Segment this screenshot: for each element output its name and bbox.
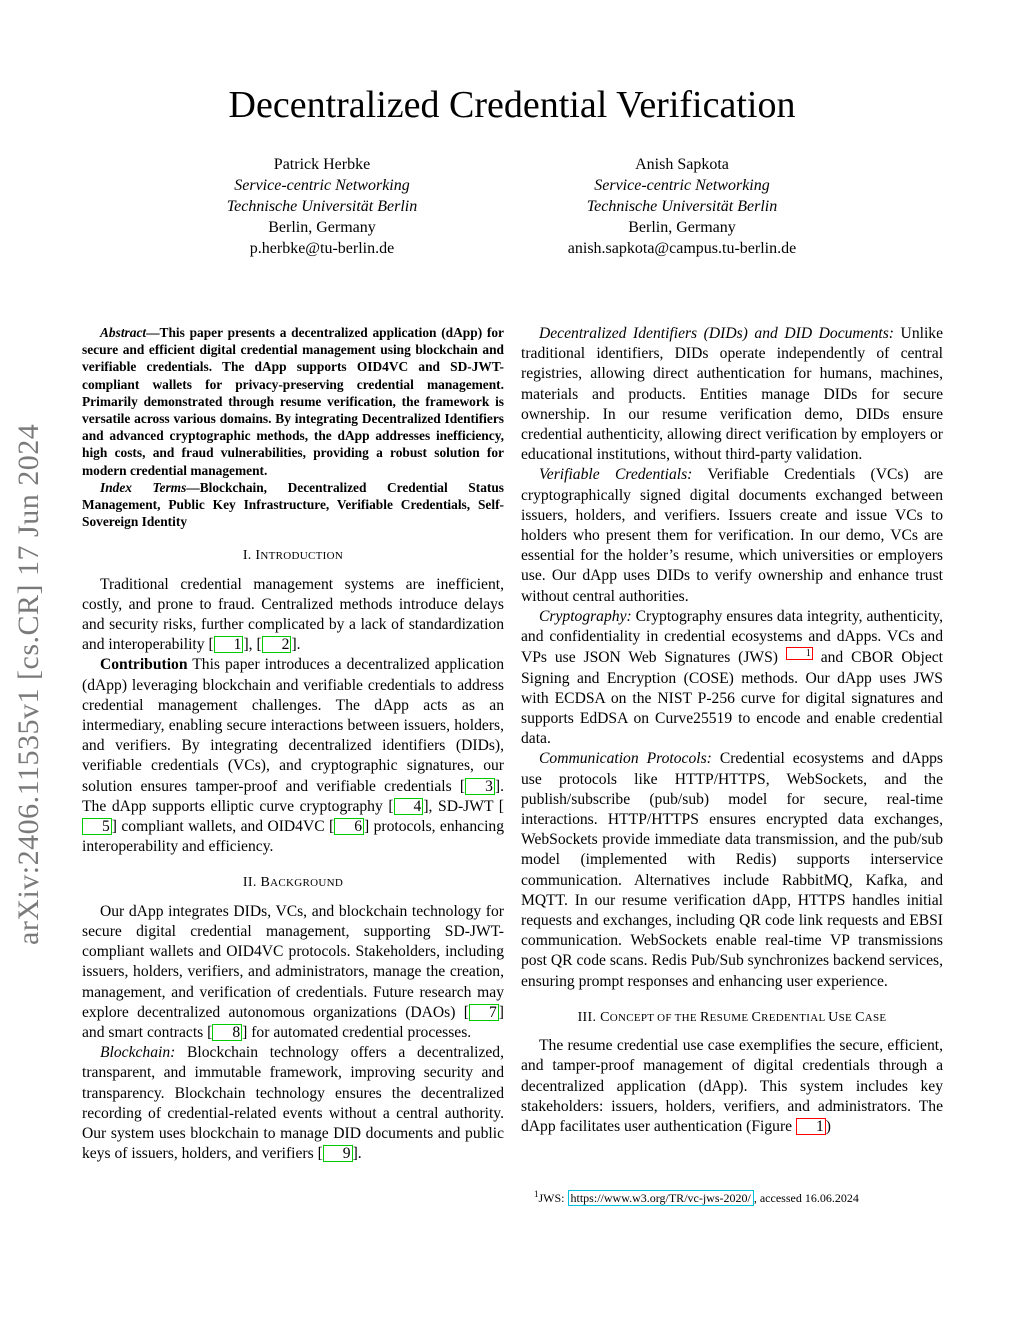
citation-link[interactable]: 1 (214, 636, 244, 653)
concept-paragraph: The resume credential use case exemplifies the secure, efficient, and tamper-proof management of digital credentials through a decentralized application (dApp). This system includes key stakeholders: issuers, holders, verifiers, and administrators. The dApp facilitates user authentication (Figure 1 ) (521, 1037, 943, 1135)
paper-title: Decentralized Credential Verification (228, 84, 796, 126)
arxiv-identifier-watermark: arXiv:2406.11535v1 [cs.CR] 17 Jun 2024 (12, 423, 45, 945)
author-email: p.herbke@tu-berlin.de (249, 240, 395, 257)
footnote-url-link[interactable]: https://www.w3.org/TR/vc-jws-2020/ (568, 1190, 754, 1206)
background-paragraph: Our dApp integrates DIDs, VCs, and blockchain technology for secure digital credential management, supporting SD-JWT-compliant wallets and OID4VC protocols. Stakeholders, including issuers, holders, verifiers, and administrators, manage the creation, management, and verification of credentials. Future research may explore decentralized autonomous organizations (DAOs) [ 7 ] and smart contracts [ 8 ] for automated credential processes. (82, 902, 504, 1041)
citation-link[interactable]: 2 (262, 636, 292, 653)
author-block-2 (532, 154, 832, 259)
author-email: anish.sapkota@campus.tu-berlin.de (567, 240, 797, 257)
author-organization: Technische Universität Berlin (226, 198, 418, 215)
footnote: $^1$JWS: https://www.w3.org/TR/vc-jws-2020/ , accessed 16.06.2024 (534, 1189, 859, 1205)
citation-link[interactable]: 8 (212, 1024, 242, 1041)
author-department: Service-centric Networking (594, 177, 770, 194)
left-column (82, 324, 504, 1164)
author-name: Patrick Herbke (273, 156, 371, 173)
cryptography-paragraph: Cryptography: Cryptography ensures data integrity, authenticity, and confidentiality in credential ecosystems and dApps. VCs and VPs use JSON Web Signatures (JWS) 1 and CBOR Object Signing and Encryption (COSE) methods. Our dApp uses JWS with ECDSA on the NIST P-256 curve for digital signatures and supports EdDSA on Curve25519 to encode and enable credential data. (521, 607, 943, 748)
communication-paragraph: Communication Protocols: Credential ecosystems and dApps use protocols like HTTP/HTTPS, WebSockets, and the publish/subscribe (pub/sub) model for secure, real-time interactions. HTTP/HTTPS ensures encrypted data exchanges, WebSockets provide immediate data transmission, and the pub/sub model (implemented with Redis) supports interservice communication. Alternatives include RabbitMQ, Kafka, and MQTT. In our resume verification dApp, HTTPS handles initial requests and exchanges, including QR code link requests and EBSI communication. WebSockets enable real-time VP transmissions post QR code scans. Redis Pub/Sub synchronizes backend services, ensuring prompt responses and enhancing user experience. (521, 750, 943, 990)
citation-link[interactable]: 7 (469, 1004, 499, 1021)
contribution-paragraph: Contribution This paper introduces a decentralized application (dApp) leveraging blockchain and verifiable credentials to address credential management challenges. The dApp acts as an intermediary, enabling secure interactions between issuers, holders, and verifiers. By integrating decentralized identifiers (DIDs), verifiable credentials (VCs), and cryptographic signatures, our solution ensures tamper-proof and verifiable credentials [ 3 ]. The dApp supports elliptic curve cryptography [ 4 ], SD-JWT [5 ] compliant wallets, and OID4VC [ 6 ] protocols, enhancing interoperability and efficiency. (82, 656, 504, 856)
abstract: Abstract—This paper presents a decentralized application (dApp) for secure and efficient digital credential management using blockchain and verifiable credentials. The dApp supports OID4VC and SD-JWT-compliant wallets for privacy-preserving credential management. Primarily demonstrated through resume verification, the framework is versatile across various domains. By integrating Decentralized Identifiers and advanced cryptographic methods, the dApp addresses inefficiency, high costs, and fraud vulnerabilities, providing a robust solution for modern credential management. (82, 325, 504, 478)
section-heading-concept: III. CONCEPT OF THE RESUME CREDENTIAL USE CASE (577, 1009, 887, 1025)
blockchain-paragraph: Blockchain: Blockchain technology offers a decentralized, transparent, and immutable framework, improving security and transparency. Blockchain technology ensures the decentralized recording of credential-related events without a central authority. Our system uses blockchain to manage DID documents and public keys of issuers, holders, and verifiers [ 9 ]. (82, 1044, 504, 1163)
citation-link[interactable]: 4 (394, 798, 424, 815)
author-location: Berlin, Germany (268, 219, 376, 236)
dids-paragraph: Decentralized Identifiers (DIDs) and DID Documents: Unlike traditional identifiers, DIDs operate independently of central registries, allowing direct authentication for humans, machines, materials and products. Entities manage DIDs for secure ownership. In our resume verification demo, DIDs ensure credential authenticity, allowing direct verification by employers or educational institutions, without third-party validation. (521, 325, 944, 464)
author-organization: Technische Universität Berlin (586, 198, 778, 215)
section-heading-introduction: I. INTRODUCTION (242, 548, 344, 564)
figure-link[interactable]: 1 (796, 1118, 826, 1135)
citation-link[interactable]: 6 (334, 818, 364, 835)
citation-link[interactable]: 9 (323, 1145, 353, 1162)
citation-link[interactable]: 3 (465, 778, 495, 795)
section-heading-background: II. BACKGROUND (242, 875, 344, 891)
intro-paragraph: Traditional credential management systems are inefficient, costly, and prone to fraud. Centralized methods introduce delays and security risks, further complicated by a lack of standardization and interoperability [ 1 ], [ 2 ]. (82, 575, 504, 654)
author-location: Berlin, Germany (628, 219, 736, 236)
right-column (521, 324, 943, 1137)
citation-link[interactable]: 5 (82, 818, 112, 835)
footnote-link[interactable]: 1 (786, 647, 813, 660)
vc-paragraph: Verifiable Credentials: Verifiable Credentials (VCs) are cryptographically signed digital documents exchanged between issuers, holders, and verifiers. Issuers create and issue VCs to holders who present them for verification. In our demo, VCs are essential for the holder’s resume, which universities or employers use. Our dApp uses DIDs to verify ownership and enhance trust without central authorities. (521, 466, 943, 605)
author-name: Anish Sapkota (635, 156, 729, 173)
author-block-1 (172, 154, 472, 259)
index-terms: Index Terms—Blockchain, Decentralized Credential Status Management, Public Key Infrastructure, Verifiable Credentials, Self-Sovereign Identity (82, 479, 505, 530)
author-department: Service-centric Networking (234, 177, 410, 194)
